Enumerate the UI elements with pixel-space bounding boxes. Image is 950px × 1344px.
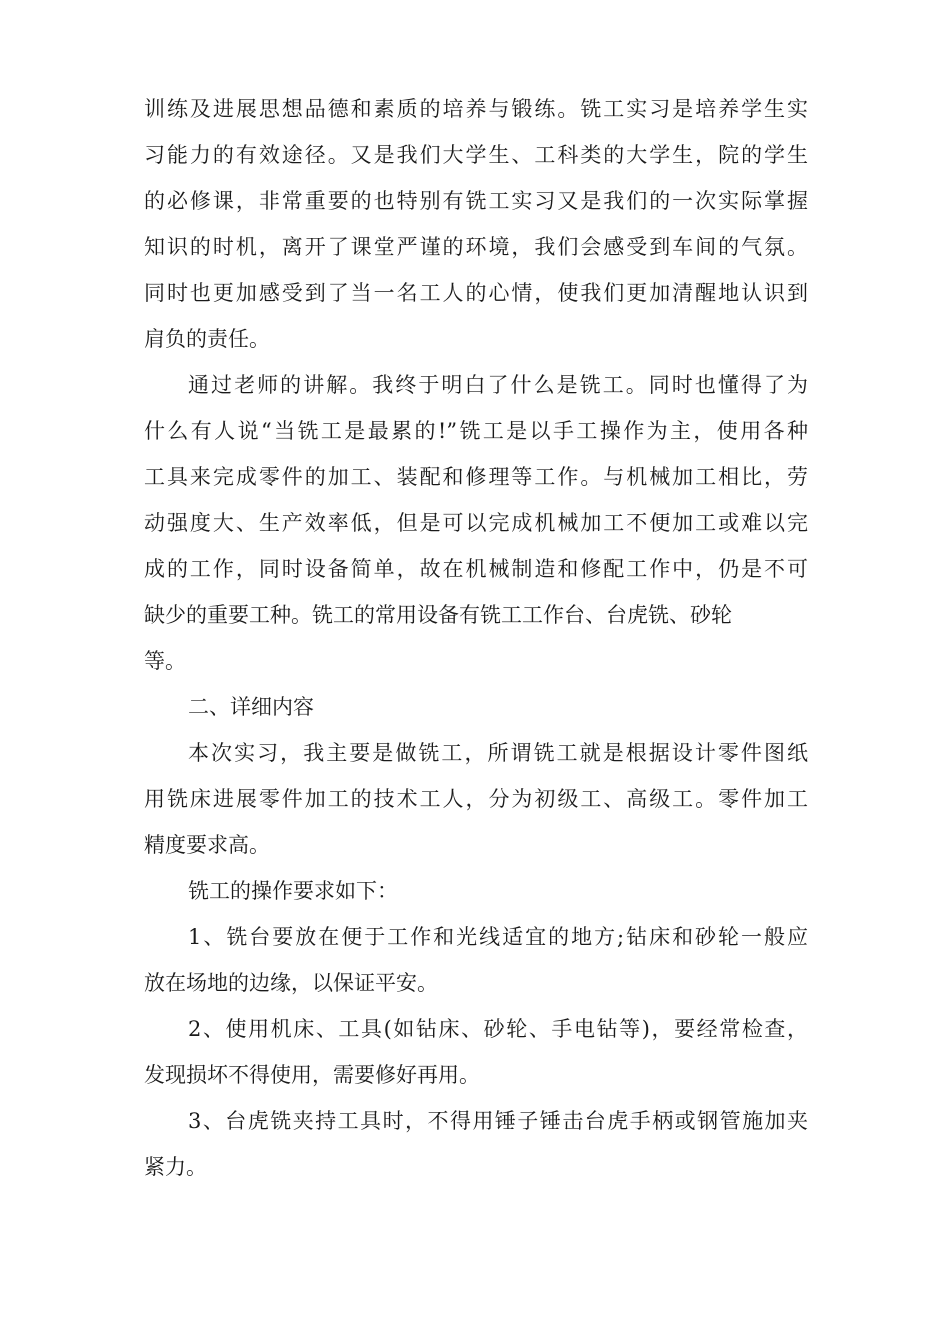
requirement-item-2 [144, 1006, 808, 1098]
text-line: 训练及进展思想品德和素质的培养与锻练。铣工实习是培养学生实 [144, 97, 808, 121]
document-body [144, 86, 808, 1190]
text-line: 什么有人说“当铣工是最累的!”铣工是以手工操作为主，使用各种 [144, 419, 808, 443]
text-line: 缺少的重要工种。铣工的常用设备有铣工工作台、台虎铣、砂轮 [144, 603, 732, 627]
text-line: 放在场地的边缘，以保证平安。 [144, 971, 438, 995]
heading-text: 二、详细内容 [188, 695, 314, 719]
paragraph-teacher-explanation [144, 362, 808, 684]
requirement-item-1 [144, 914, 808, 1006]
text-line: 1、铣台要放在便于工作和光线适宜的地方;钻床和砂轮一般应 [188, 925, 808, 949]
text-line: 成的工作，同时设备简单，故在机械制造和修配工作中，仍是不可 [144, 557, 808, 581]
text-line: 发现损坏不得使用，需要修好再用。 [144, 1063, 480, 1087]
text-line: 用铣床进展零件加工的技术工人，分为初级工、高级工。零件加工 [144, 787, 808, 811]
text-line: 精度要求高。 [144, 833, 270, 857]
text-line: 本次实习，我主要是做铣工，所谓铣工就是根据设计零件图纸 [188, 741, 808, 765]
text-line: 2、使用机床、工具(如钻床、砂轮、手电钻等)，要经常检查， [188, 1017, 808, 1041]
text-line: 肩负的责任。 [144, 327, 270, 351]
text-line: 铣工的操作要求如下： [188, 879, 398, 903]
text-line: 紧力。 [144, 1155, 207, 1179]
paragraph-internship [144, 730, 808, 868]
text-line: 的必修课，非常重要的也特别有铣工实习又是我们的一次实际掌握 [144, 189, 808, 213]
text-line: 知识的时机，离开了课堂严谨的环境，我们会感受到车间的气氛。 [144, 235, 808, 259]
requirement-item-3 [144, 1098, 808, 1190]
text-line: 动强度大、生产效率低，但是可以完成机械加工不便加工或难以完 [144, 511, 808, 535]
text-line: 通过老师的讲解。我终于明白了什么是铣工。同时也懂得了为 [188, 373, 808, 397]
paragraph-training [144, 86, 808, 362]
text-line: 等。 [144, 649, 186, 673]
section-heading [144, 684, 808, 730]
text-line: 习能力的有效途径。又是我们大学生、工科类的大学生，院的学生 [144, 143, 808, 167]
text-line: 3、台虎铣夹持工具时，不得用锤子锤击台虎手柄或钢管施加夹 [188, 1109, 808, 1133]
text-line: 同时也更加感受到了当一名工人的心情，使我们更加清醒地认识到 [144, 281, 808, 305]
text-line: 工具来完成零件的加工、装配和修理等工作。与机械加工相比，劳 [144, 465, 808, 489]
paragraph-requirements-intro [144, 868, 808, 914]
